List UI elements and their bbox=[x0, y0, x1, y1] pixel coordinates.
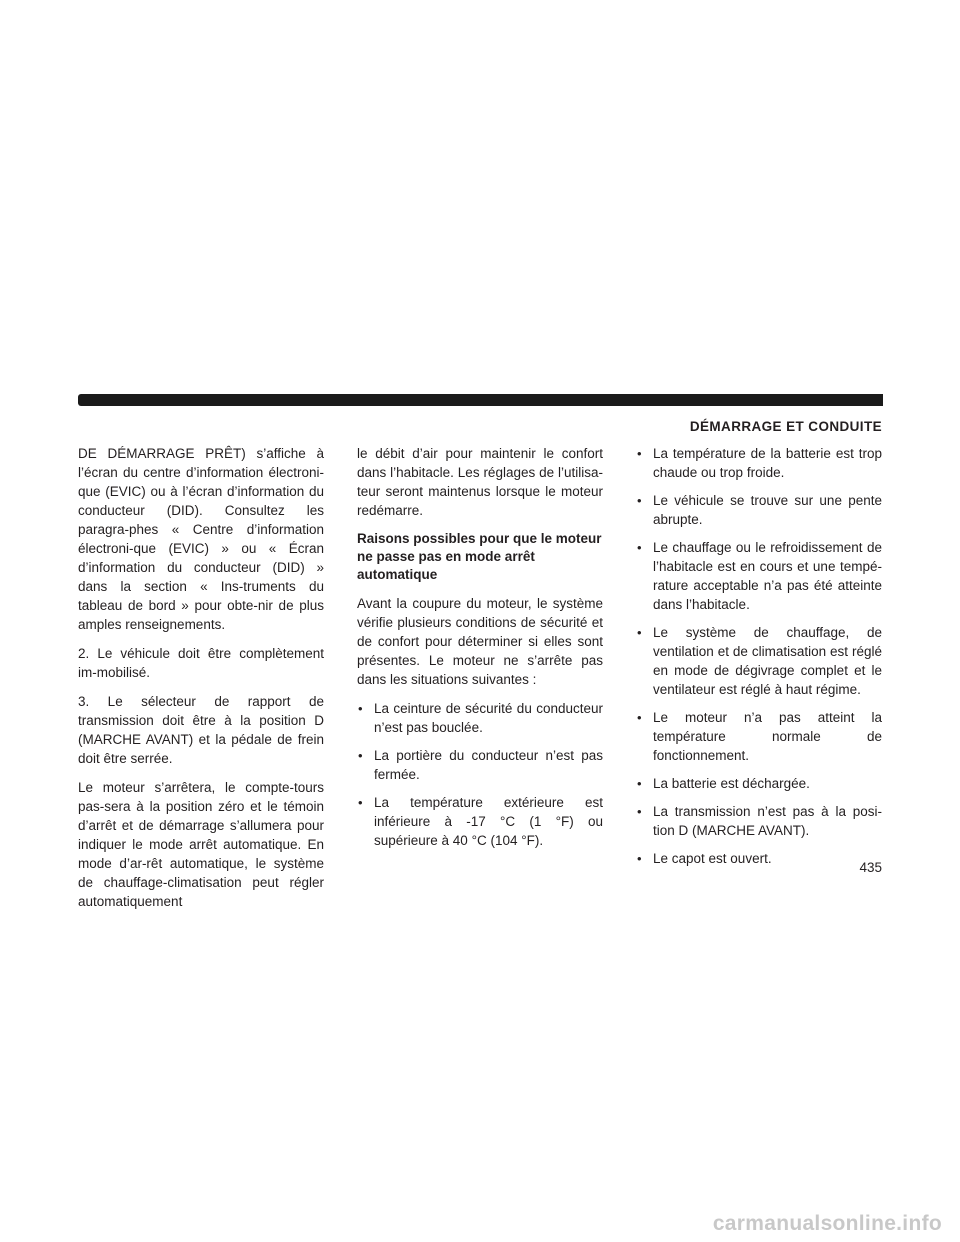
page-number: 435 bbox=[859, 860, 882, 875]
bullet-icon: • bbox=[637, 446, 642, 461]
list-item bbox=[636, 774, 882, 793]
list-item-text: Le capot est ouvert. bbox=[653, 851, 772, 866]
header-rule bbox=[78, 394, 883, 406]
watermark: carmanualsonline.info bbox=[712, 1212, 942, 1235]
list-item-text: Le chauffage ou le refroidissement de l’habitacle est en cours et une tempé-rature acceptable n’a pas été atteinte dans l’habitacle. bbox=[653, 540, 882, 612]
bullet-icon: • bbox=[637, 493, 642, 508]
column-1 bbox=[78, 444, 324, 921]
paragraph: 3. Le sélecteur de rapport de transmission doit être à la position D (MARCHE AVANT) et la pédale de frein doit être serrée. bbox=[78, 694, 324, 766]
list-item bbox=[636, 802, 882, 840]
list-item bbox=[636, 538, 882, 614]
list-item-text: Le système de chauffage, de ventilation et de climatisation est réglé en mode de dégivrage complet et le ventilateur est réglé à haut régime. bbox=[653, 625, 882, 697]
column-3 bbox=[636, 444, 882, 877]
paragraph: DE DÉMARRAGE PRÊT) s’affiche à l’écran du centre d’information électroni-que (EVIC) ou à l’écran d’information du conducteur (DID). Consultez les paragra-phes « Centre d’information électroni-que (EVIC) » ou « Écran d’information du conducteur (DID) » dans la section « Ins-truments du tableau de bord » pour obte-nir de plus amples renseignements. bbox=[78, 446, 324, 632]
bullet-icon: • bbox=[637, 851, 642, 866]
bullet-icon: • bbox=[358, 748, 363, 763]
list-item-text: Le moteur n’a pas atteint la température normale de fonctionnement. bbox=[653, 710, 882, 763]
bullet-icon: • bbox=[358, 795, 363, 810]
list-item-text: Le véhicule se trouve sur une pente abrupte. bbox=[653, 493, 882, 527]
list-item-text: La température de la batterie est trop chaude ou trop froide. bbox=[653, 446, 882, 480]
bullet-list bbox=[357, 699, 603, 850]
column-2 bbox=[357, 444, 603, 859]
bullet-icon: • bbox=[637, 710, 642, 725]
list-item-text: La batterie est déchargée. bbox=[653, 776, 810, 791]
list-item bbox=[357, 746, 603, 784]
bullet-icon: • bbox=[358, 701, 363, 716]
bullet-icon: • bbox=[637, 625, 642, 640]
list-item bbox=[636, 623, 882, 699]
paragraph: le débit d’air pour maintenir le confort dans l’habitacle. Les réglages de l’utilisa-teur seront maintenus lorsque le moteur redémarre. bbox=[357, 446, 603, 518]
paragraph: Avant la coupure du moteur, le système vérifie plusieurs conditions de sécurité et de confort pour déterminer si elles sont présentes. Le moteur ne s’arrête pas dans les situations suivantes : bbox=[357, 596, 603, 687]
paragraph: Le moteur s’arrêtera, le compte-tours pas-sera à la position zéro et le témoin d’arrêt et de démarrage s’allumera pour indiquer le mode arrêt automatique. En mode d’ar-rêt automatique, le système de chauffage-climatisation peut régler automatiquement bbox=[78, 780, 324, 909]
list-item bbox=[636, 849, 882, 868]
bullet-icon: • bbox=[637, 776, 642, 791]
section-heading: Raisons possibles pour que le moteur ne passe pas en mode arrêt automatique bbox=[357, 531, 602, 582]
list-item bbox=[636, 491, 882, 529]
section-title: DÉMARRAGE ET CONDUITE bbox=[689, 419, 882, 434]
list-item bbox=[357, 699, 603, 737]
bullet-icon: • bbox=[637, 804, 642, 819]
list-item bbox=[636, 444, 882, 482]
list-item-text: La ceinture de sécurité du conducteur n’est pas bouclée. bbox=[374, 701, 603, 735]
list-item-text: La portière du conducteur n’est pas fermée. bbox=[374, 748, 603, 782]
list-item bbox=[357, 793, 603, 850]
bullet-icon: • bbox=[637, 540, 642, 555]
list-item bbox=[636, 708, 882, 765]
list-item-text: La transmission n’est pas à la posi-tion D (MARCHE AVANT). bbox=[653, 804, 882, 838]
paragraph: 2. Le véhicule doit être complètement im-mobilisé. bbox=[78, 646, 324, 680]
list-item-text: La température extérieure est inférieure à -17 °C (1 °F) ou supérieure à 40 °C (104 °F). bbox=[374, 795, 603, 848]
bullet-list bbox=[636, 444, 882, 868]
